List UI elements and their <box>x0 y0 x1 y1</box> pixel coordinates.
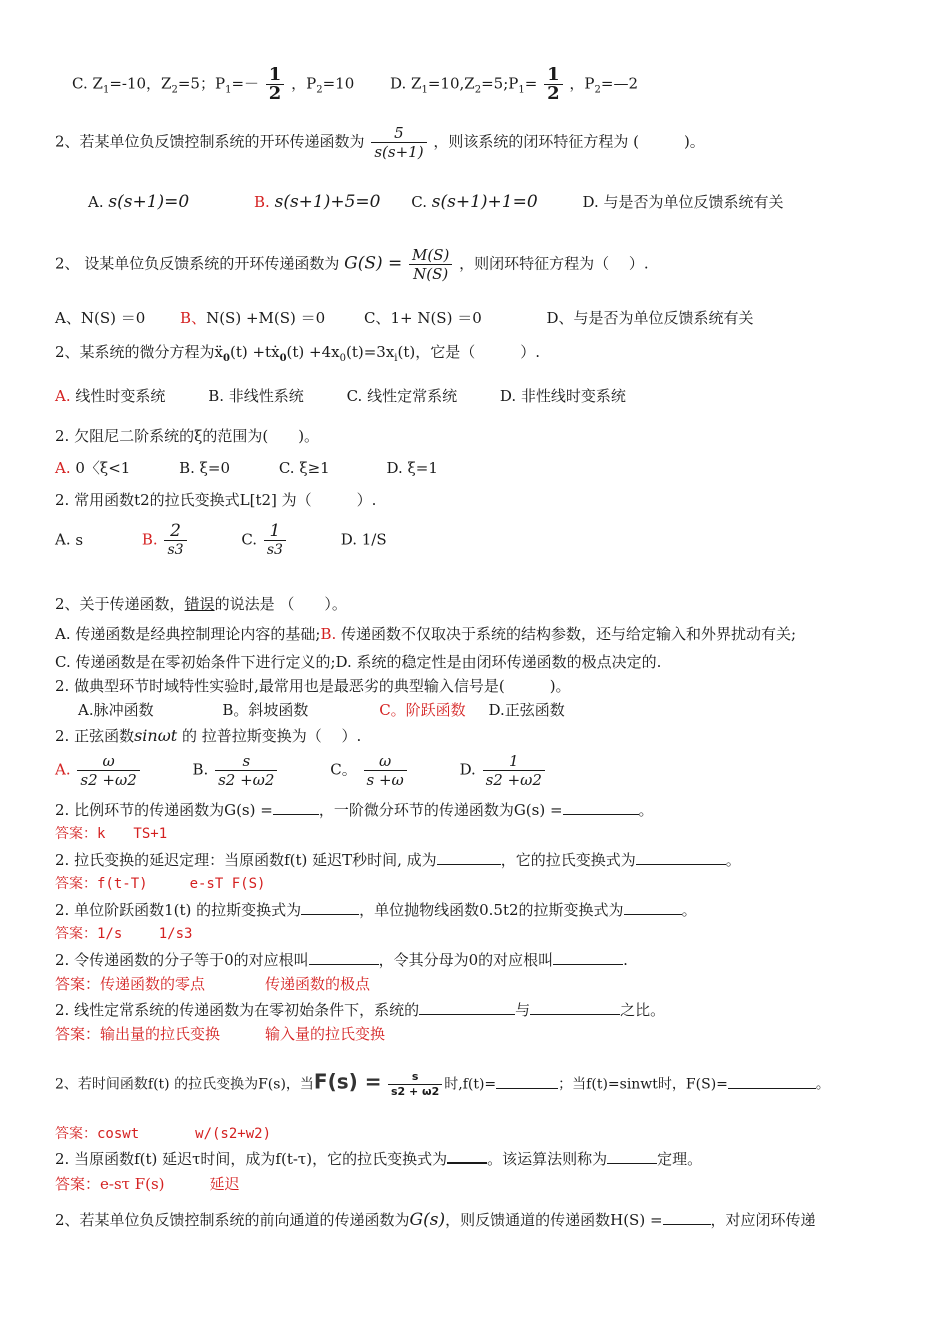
answer-blank[interactable] <box>437 850 501 865</box>
answer-blank[interactable] <box>419 1000 515 1015</box>
question-stem: 2、某系统的微分方程为ẍ$_0$(t) +tẋ$_0$(t) $+4x_0(t)=3x_i(t)$，它是（ ）. <box>55 343 541 364</box>
option-line: C. 传递函数是在零初始条件下进行定义的;D. 系统的稳定性是由闭环传递函数的极点决定的. <box>55 653 662 671</box>
fraction: $\frac{M(S)}{N(S)}$ <box>409 246 452 283</box>
option-line: A. 线性时变系统 B. 非线性系统 C. 线性定常系统 D. 非性线时变系统 <box>55 387 626 405</box>
answer-blank[interactable] <box>496 1074 558 1089</box>
option-line: A.脉冲函数 B。斜坡函数 C。阶跃函数 D.正弦函数 <box>78 701 565 719</box>
option-line: A. s(s+1)=0 B. s(s+1)+5=0 C. s(s+1)+1=0 D. 与是否为单位反馈系统有关 <box>88 192 784 212</box>
answer-blank[interactable] <box>563 800 639 815</box>
answer-blank[interactable] <box>636 850 726 865</box>
question-stem: 2. 常用函数t2的拉氏变换式L[t2] 为（ ）. <box>55 491 377 509</box>
question-stem: 2、 设某单位负反馈系统的开环传递函数为 G(S) = $\frac{M(S)}{N(S)}$ ，则闭环特征方程为（ ）. <box>55 246 649 283</box>
fill-in-question: 2、若时间函数f(t) 的拉氏变换为F(s)，当F(s) = $\frac{s}{s2 + \omega 2}$ 时,f(t)= ；当f(t)=sinwt时，F(S)= 。 <box>55 1069 830 1098</box>
fill-in-question: 2. 令传递函数的分子等于0的对应根叫 ，令其分母为0的对应根叫 . <box>55 951 628 969</box>
answer-line: 答案：coswt w/(s2+w2) <box>55 1126 272 1142</box>
answer-line: 答案：传递函数的零点 传递函数的极点 <box>55 975 371 993</box>
answer-blank[interactable] <box>447 1148 487 1164</box>
fraction-half: $\frac{1}{2}$ <box>266 66 285 103</box>
question-stem: 2. 欠阻尼二阶系统的ξ的范围为( )。 <box>55 427 320 445</box>
fraction: $\frac{1}{s3}$ <box>264 522 286 559</box>
option-line: A、N(S) ＝0 B、N(S) +M(S) ＝0 C、1+ N(S) ＝0 D、与是否为单位反馈系统有关 <box>55 309 754 327</box>
fraction: $\frac{s}{s2 + \omega 2}$ <box>388 1070 442 1099</box>
option-line-d: D. $Z_1=10,Z_2=5;P_1=$ $\frac{1}{2}$ ，$P_2=—2$ <box>390 64 638 104</box>
question-stem: 2. 正弦函数sinωt 的 拉普拉斯变换为（ ）. <box>55 726 362 745</box>
answer-line: 答案：输出量的拉氏变换 输入量的拉氏变换 <box>55 1025 386 1043</box>
question-stem: 2、关于传递函数，错误的说法是 （ ）。 <box>55 595 347 613</box>
option-line: A. $\frac{\omega}{s2 +\omega 2}$ B. $\frac{s}{s2 +\omega 2}$ C。 $\frac{\omega}{s +\omega}$ D. $\frac{1}{s2 +\omega 2}$ <box>55 752 547 789</box>
answer-blank[interactable] <box>301 900 359 915</box>
option-line: A. 传递函数是经典控制理论内容的基础;B. 传递函数不仅取决于系统的结构参数，还与给定输入和外界扰动有关; <box>55 625 797 643</box>
fill-in-question: 2. 当原函数f(t) 延迟τ时间，成为f(t-τ)，它的拉氏变换式为 。该运算法则称为 定理。 <box>55 1150 703 1168</box>
option-line: A. s B. $\frac{2}{s3}$ C. $\frac{1}{s3}$ D. 1/S <box>55 521 387 558</box>
question-stem: 2、若某单位负反馈控制系统的前向通道的传递函数为G(s)，则反馈通道的传递函数H(S) = ，对应闭环传递 <box>55 1210 816 1230</box>
answer-blank[interactable] <box>728 1074 816 1089</box>
fill-in-question: 2. 单位阶跃函数1(t) 的拉斯变换式为 ，单位抛物线函数0.5t2的拉斯变换式为 。 <box>55 901 697 919</box>
fraction: $\frac{1}{s2 +\omega 2}$ <box>483 752 545 789</box>
question-stem: 2、若某单位负反馈控制系统的开环传递函数为 $\frac{5}{s(s+1)}$ ，则该系统的闭环特征方程为 ( )。 <box>55 124 705 161</box>
fraction: $\frac{s}{s2 +\omega 2}$ <box>215 752 277 789</box>
answer-blank[interactable] <box>663 1210 711 1225</box>
option-line: A. 0〈ξ<1 B. ξ=0 C. ξ≥1 D. ξ=1 <box>55 459 438 477</box>
answer-blank[interactable] <box>624 900 682 915</box>
fill-in-question: 2. 线性定常系统的传递函数为在零初始条件下，系统的 与 之比。 <box>55 1001 666 1019</box>
answer-blank[interactable] <box>309 950 379 965</box>
answer-blank[interactable] <box>273 800 319 815</box>
answer-blank[interactable] <box>607 1149 657 1164</box>
answer-line: 答案：1/s 1/s3 <box>55 926 193 942</box>
option-d-label: D. <box>390 74 407 93</box>
fraction: $\frac{2}{s3}$ <box>164 522 186 559</box>
option-c-label: C. <box>72 74 88 93</box>
answer-line: 答案：f(t-T) e-sT F(S) <box>55 876 266 892</box>
fraction: $\frac{\omega}{s +\omega}$ <box>364 752 407 789</box>
answer-blank[interactable] <box>530 1000 620 1015</box>
fraction: $\frac{\omega}{s2 +\omega 2}$ <box>77 752 139 789</box>
fill-in-question: 2. 拉氏变换的延迟定理：当原函数f(t) 延迟T秒时间, 成为 ，它的拉氏变换式为 。 <box>55 851 741 869</box>
fraction: $\frac{5}{s(s+1)}$ <box>371 124 426 161</box>
option-line-cd: C. $Z_1=-10$，$Z_2=5$；$P_1=-$ $\frac{1}{2}$ ，$P_2=10$ <box>72 64 355 104</box>
answer-line: 答案：e-sτ F(s) 延迟 <box>55 1175 240 1193</box>
question-stem: 2. 做典型环节时域特性实验时,最常用也是最恶劣的典型输入信号是( )。 <box>55 677 571 695</box>
fraction-half: $\frac{1}{2}$ <box>544 66 563 103</box>
answer-blank[interactable] <box>553 950 623 965</box>
answer-line: 答案：k TS+1 <box>55 826 168 842</box>
fill-in-question: 2. 比例环节的传递函数为G(s) = ，一阶微分环节的传递函数为G(s) = 。 <box>55 801 654 819</box>
